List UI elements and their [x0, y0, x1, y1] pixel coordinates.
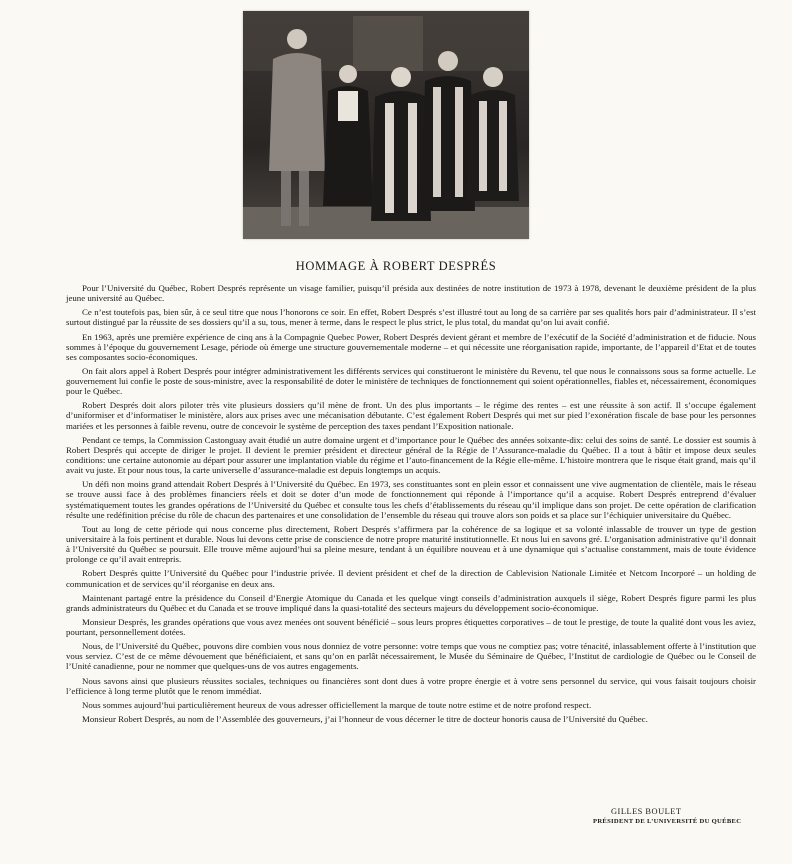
ceremony-photo	[243, 11, 529, 239]
paragraph: Maintenant partagé entre la présidence du Conseil d’Energie Atomique du Canada et les quelque vingt conseils d’administration auxquels il siège, Robert Després figure parmi les plus grands administrateurs du Québec et du Canada et se trouve impliqué dans la quasi-totalité des secteurs majeurs du développement socio-économique.	[66, 592, 756, 613]
page-title: HOMMAGE À ROBERT DESPRÉS	[295, 259, 497, 273]
paragraph: Un défi non moins grand attendait Robert Després à l’Université du Québec. En 1973, ses constituantes sont en plein essor et connaissent une vive augmentation de clientèle, mais le réseau se trouve aussi face à des problèmes financiers réels et doit se doter d’un mode de fonctionnement qui réponde à l’importance qu’il a acquise. Robert Després entreprend d’évaluer systématiquement toutes les grandes opérations de l’Université du Québec et consulte tous les chefs d’établissements du réseau qu’il implique dans son projet. De cette opération de clarification résulte une redéfinition précise du rôle de chacun des partenaires et une consolidation de l’ensemble du réseau qui trouve alors son poids et sa place sur l’échiquier universitaire du Québec.	[66, 479, 756, 520]
tribute-text	[66, 283, 756, 728]
paragraph: Robert Després doit alors piloter très vite plusieurs dossiers qu’il mène de front. Un des plus importants – le régime des rentes – est une réussite à son actif. Il s’occupe également d’uniformiser et d’informatiser le ministère, alors aux prises avec une mécanisation débutante. C’est également Robert Després qui met sur pied l’exonération fiscale de base pour les personnes mariées et les personnes à faible revenu, outre de concevoir le système de perception des taxes pendant l’Exposition nationale.	[66, 400, 756, 431]
paragraph: Pour l’Université du Québec, Robert Després représente un visage familier, puisqu’il présida aux destinées de notre institution de 1973 à 1978, devenant le deuxième président de la plus jeune université au Québec.	[66, 283, 756, 304]
paragraph: Tout au long de cette période qui nous concerne plus directement, Robert Després s’affirmera par la cohérence de sa logique et sa volonté inlassable de trouver un type de gestion universitaire à la fois pertinent et durable. Nous lui devons cette prise de conscience de notre propre maturité institutionnelle. Et nous lui en savons gré. L’organisation administrative qu’il donnait à l’Université du Québec se poursuit. Elle trouve même aujourd’hui sa pleine mesure, tendant à un équilibre nouveau et à une dynamique qui s’actualise constamment, mais de toute évidence prolonge ce qu’il avait entrepris.	[66, 523, 756, 565]
paragraph: Ce n’est toutefois pas, bien sûr, à ce seul titre que nous l’honorons ce soir. En effet, Robert Després s’est illustré tout au long de sa carrière par ses qualités hors pair d’administrateur. Il s’est surtout distingué par la réussite de ses dossiers qu’il a su, tous, mener à terme, dans le respect le plus strict, le plus total, du mandat qu’on lui avait confié.	[66, 307, 756, 328]
paragraph: Nous, de l’Université du Québec, pouvons dire combien vous nous donniez de votre personne: votre temps que vous ne comptiez pas; votre ténacité, inlassablement offerte à l’institution que vous serviez. C’est de ce même dévouement que bénéficiaient, et sans qu’on en parlât nécessairement, le Musée du Séminaire de Québec, l’Institut de cardiologie de Québec ou le Conseil de l’Unité canadienne, pour ne nommer que quelques-uns de vos autres engagements.	[66, 641, 756, 672]
paragraph: Monsieur Després, les grandes opérations que vous avez menées ont souvent bénéficié – sous leurs propres étiquettes corporatives – de tout le prestige, de toute la qualité dont vous les aviez, pourtant, personnellement dotées.	[66, 616, 756, 638]
signatory-role: PRÉSIDENT DE L’UNIVERSITÉ DU QUÉBEC	[593, 818, 742, 825]
signature-block	[593, 807, 773, 827]
paragraph: Robert Després quitte l’Université du Québec pour l’industrie privée. Il devient président et chef de la direction de Cablevision Nationale Limitée et Netcom Incorporé – un holding de communication et de services qu’il réorganise en deux ans.	[66, 568, 756, 589]
paragraph: On fait alors appel à Robert Després pour intégrer administrativement les différents services qui constitueront le ministère du Revenu, tel que nous le connaissons sous sa forme actuelle. Le gouvernement lui confie le poste de sous-ministre, avec la responsabilité de doter le ministère de techniques de fonctionnement qui soient opérationnelles, fiables et, nécessairement, économiques pour le Québec.	[66, 365, 756, 397]
ceremony-photo-icon	[243, 11, 529, 239]
signatory-name: GILLES BOULET	[611, 807, 682, 816]
paragraph: Monsieur Robert Després, au nom de l’Assemblée des gouverneurs, j’ai l’honneur de vous décerner le titre de docteur honoris causa de l’Université du Québec.	[82, 713, 648, 724]
paragraph: Nous sommes aujourd’hui particulièrement heureux de vous adresser officiellement la marque de toute notre estime et de notre profond respect.	[82, 699, 592, 710]
paragraph: Nous savons ainsi que plusieurs réussites sociales, techniques ou financières sont dont dues à votre propre énergie et à votre sens personnel du service, qui vous faisait toujours choisir l’efficience à long terme plutôt que le renom immédiat.	[66, 675, 756, 696]
paragraph: Pendant ce temps, la Commission Castonguay avait étudié un autre domaine urgent et d’importance pour le Québec des années soixante-dix: celui des soins de santé. Le dossier est soumis à Robert Després qui accepte de diriger le projet. Il devient le premier président et directeur général de la Régie de l’Assurance-maladie du Québec. Il a tout à bâtir et impose deux seules conditions: une certaine autonomie au départ pour assurer une implantation viable du régime et l’auto-financement de la Régie elle-même. L’histoire montrera que le risque était grand, mais qu’il avait vu juste. Et pour nous tous, la carte universelle d’assurance-maladie est depuis longtemps un acquis.	[66, 434, 756, 476]
paragraph: En 1963, après une première expérience de cinq ans à la Compagnie Quebec Power, Robert Després devient gérant et membre de l’exécutif de la Société d’administration et de fiducie. Nous sommes à l’époque du gouvernement Lesage, période où émerge une structure gouvernementale moderne – et qui nécessite une réorganisation rapide, importante, de l’appareil d’Etat et de toutes ses composantes socio-économiques.	[66, 331, 756, 362]
